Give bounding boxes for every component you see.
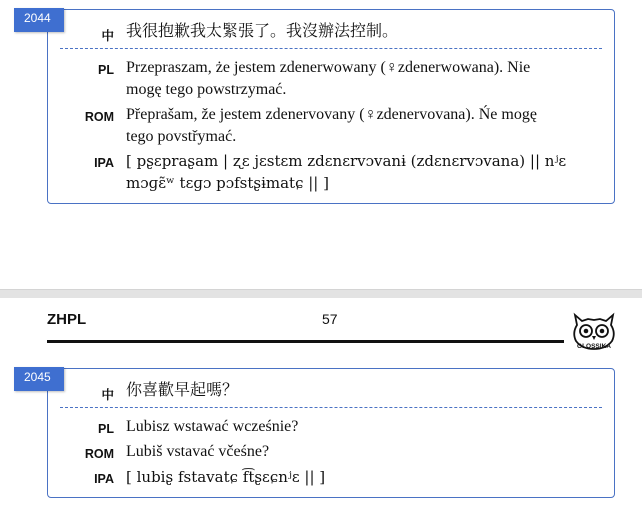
page-separator <box>0 289 642 298</box>
chinese-label: 中 <box>101 388 114 402</box>
entry-number-badge: 2045 <box>14 367 64 391</box>
ipa-label: IPA <box>94 472 114 486</box>
footer-rule <box>47 340 564 343</box>
romanization-label: ROM <box>84 447 114 461</box>
romanization-label: ROM <box>84 110 114 124</box>
sentence-card <box>47 368 615 498</box>
polish-line: mogę tego powstrzymać. <box>126 81 287 98</box>
owl-logo-icon <box>570 311 618 351</box>
ipa-label: IPA <box>94 156 114 170</box>
ipa-line: [ pʂɛpraʂam | ʐɛ jɛstɛm zdɛnɛrvɔvanɨ (zdɛnɛrvɔvana) || nʲɛ <box>126 152 567 170</box>
sentence-card <box>47 9 615 204</box>
romanization-line: Přeprašam, že jestem zdenervovany (♀zdenervovana). Ńe mogę <box>126 106 537 123</box>
polish-label: PL <box>98 63 114 77</box>
footer-language-pair: ZHPL <box>47 311 87 328</box>
chinese-label: 中 <box>101 29 114 43</box>
entry-number-badge: 2044 <box>14 8 64 32</box>
svg-text:GLOSSIKA: GLOSSIKA <box>577 343 611 350</box>
ipa-line: mɔɡɛ̃ʷ tɛɡɔ pɔfstʂɨmatɕ || ] <box>126 174 329 192</box>
romanization-line: tego povstřymać. <box>126 128 237 145</box>
polish-line: Przepraszam, że jestem zdenerwowany (♀zdenerwowana). Nie <box>126 59 531 76</box>
polish-line: Lubisz wstawać wcześnie? <box>126 418 299 435</box>
romanization-line: Lubiš vstavać včeśne? <box>126 443 270 460</box>
polish-label: PL <box>98 422 114 436</box>
page-number: 57 <box>322 311 338 327</box>
dashed-divider <box>60 48 602 49</box>
dashed-divider <box>60 407 602 408</box>
chinese-sentence: 我很抱歉我太緊張了。我沒辦法控制。 <box>126 21 399 40</box>
ipa-line: [ lubiʂ fstavatɕ f͡tʂɛɕnʲɛ || ] <box>126 468 326 486</box>
chinese-sentence: 你喜歡早起嗎？ <box>126 380 239 399</box>
